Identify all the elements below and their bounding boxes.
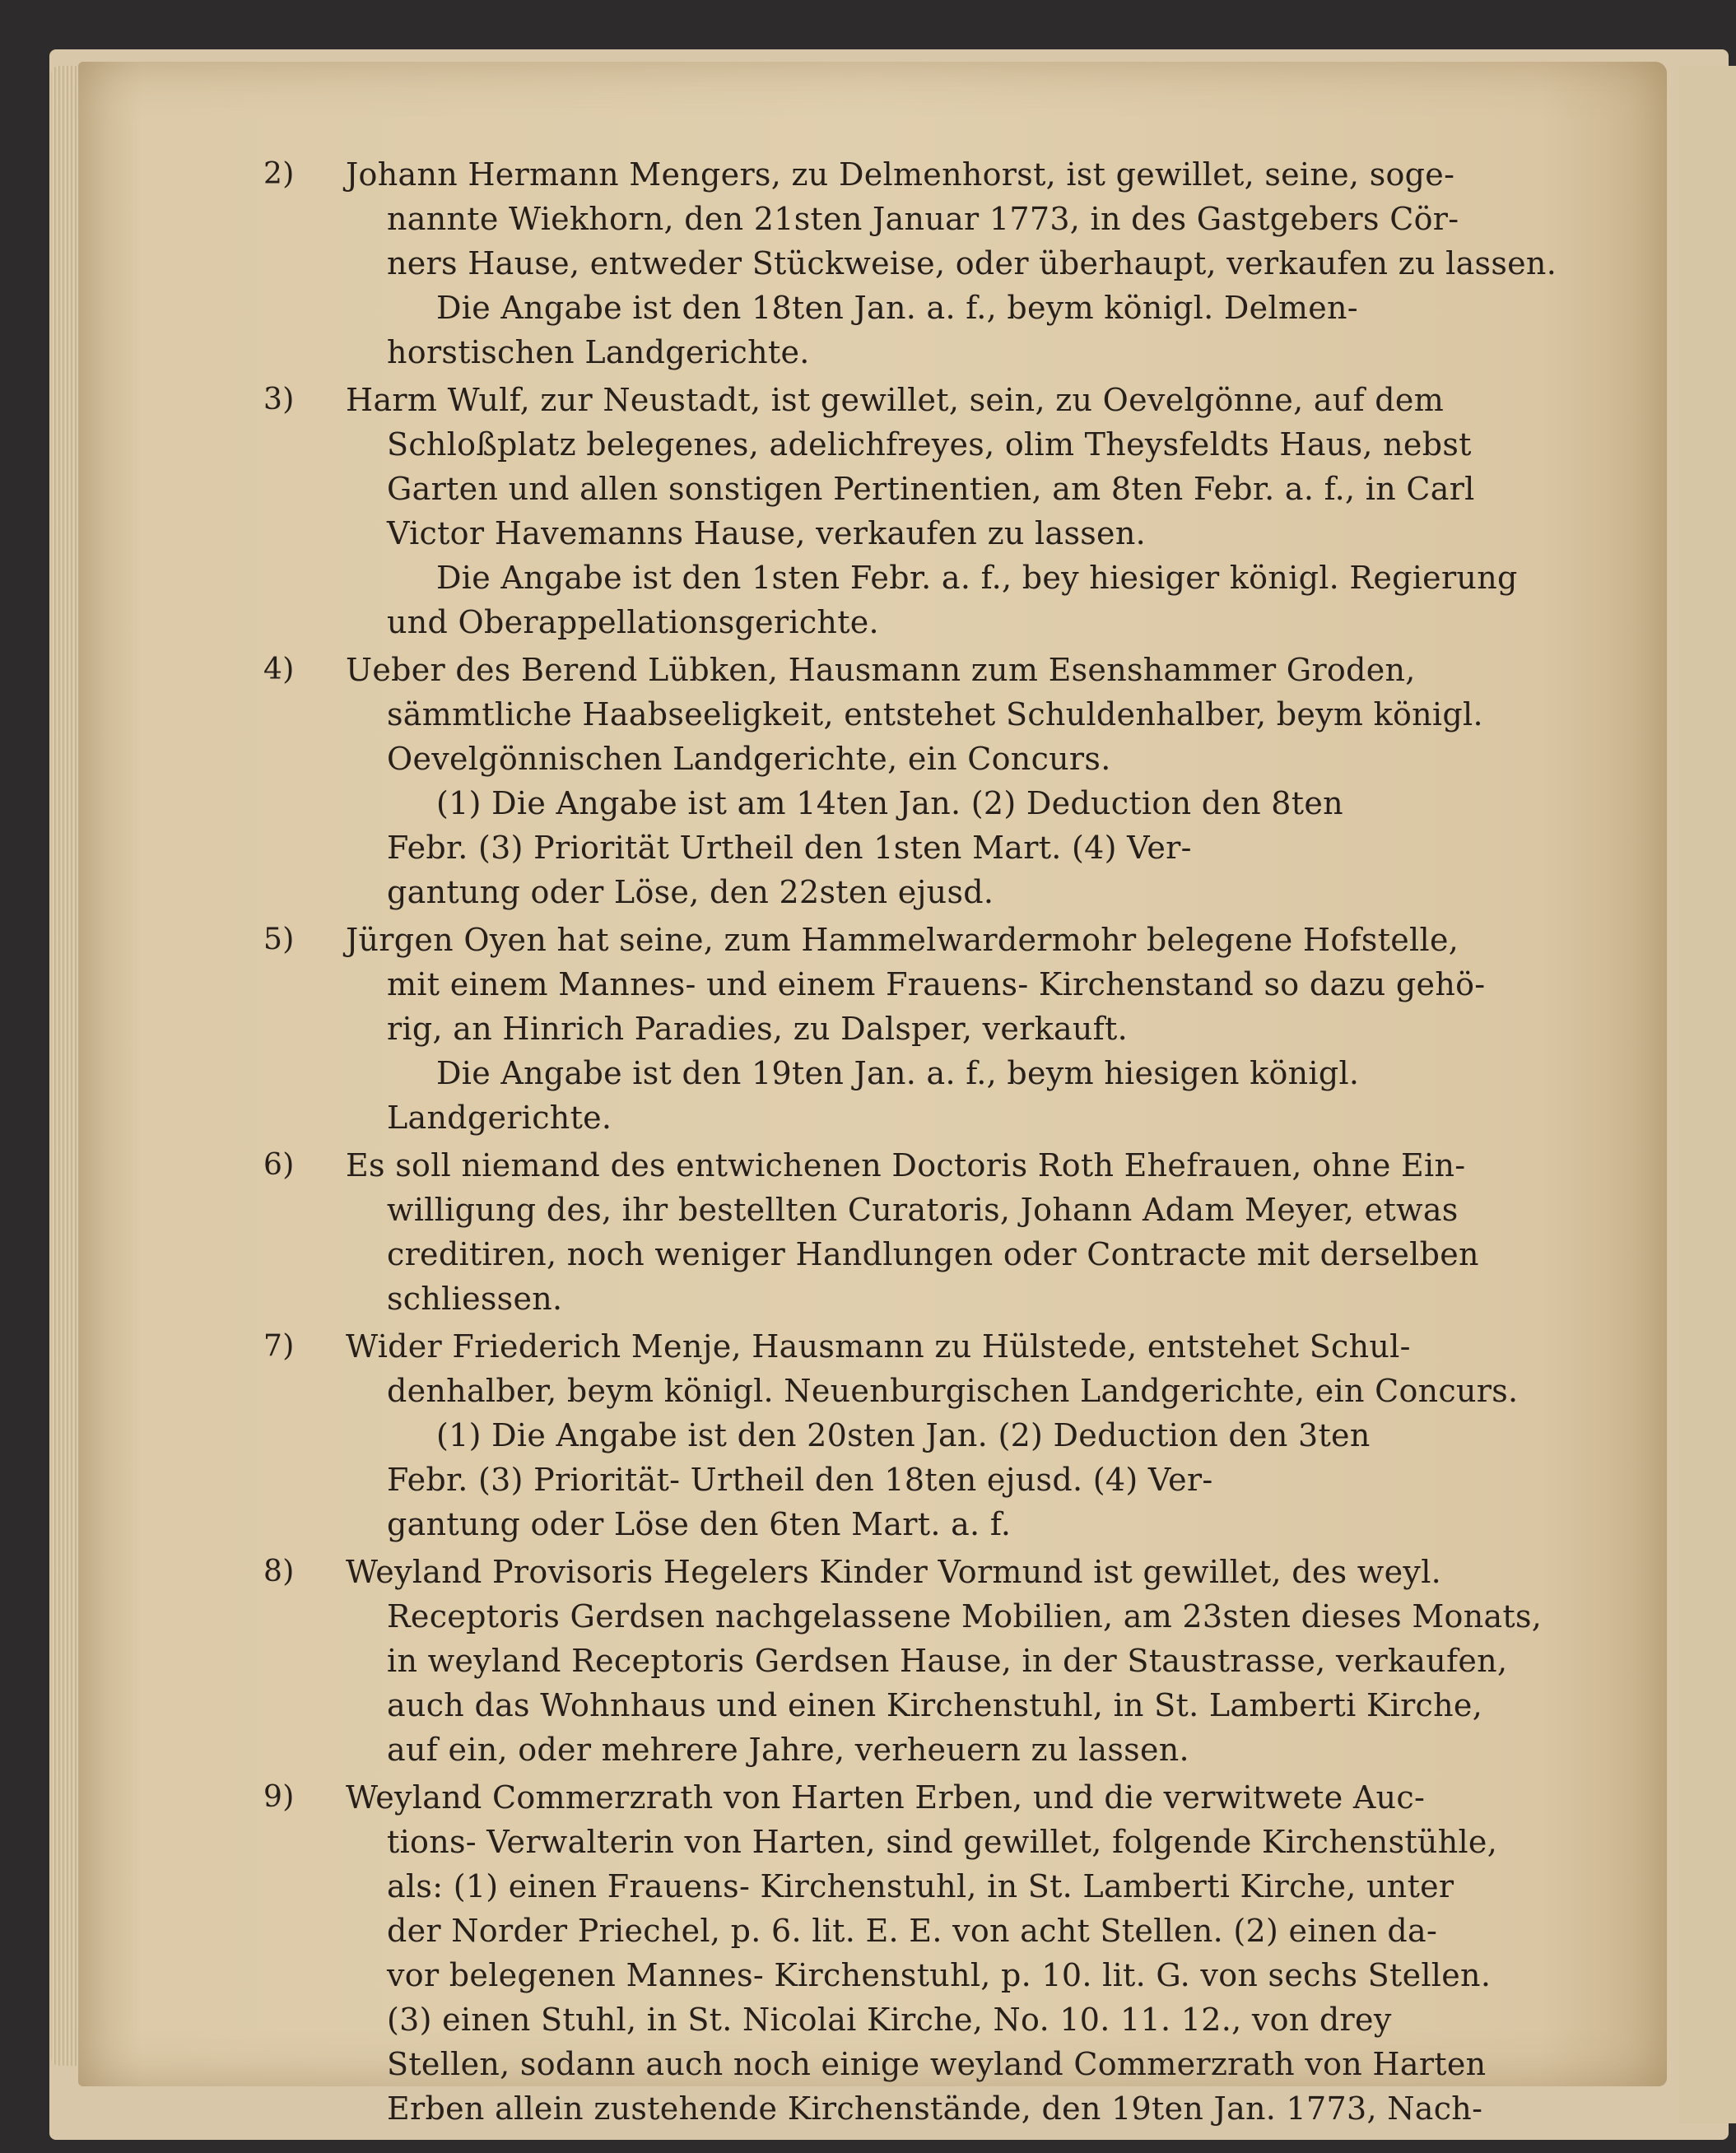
entry-note-line: und Oberappellationsgerichte. — [387, 604, 879, 640]
notice-entry — [263, 1324, 1548, 1546]
entry-number: 9) — [263, 1780, 295, 1814]
entry-note-line: (1) Die Angabe ist den 20sten Jan. (2) Deduction den 3ten — [436, 1417, 1371, 1453]
notice-entry — [263, 1775, 1548, 2131]
entry-note-line: Febr. (3) Priorität- Urtheil den 18ten ejusd. (4) Ver- — [387, 1462, 1213, 1498]
entry-line: der Norder Priechel, p. 6. lit. E. E. von acht Stellen. (2) einen da- — [387, 1913, 1438, 1949]
entry-line: Garten und allen sonstigen Pertinentien, am 8ten Febr. a. f., in Carl — [387, 471, 1475, 507]
entry-line: Stellen, sodann auch noch einige weyland Commerzrath von Harten — [387, 2046, 1487, 2082]
entry-line: Erben allein zustehende Kirchenstände, den 19ten Jan. 1773, Nach- — [387, 2090, 1483, 2127]
entry-line: Es soll niemand des entwichenen Doctoris Roth Ehefrauen, ohne Ein- — [346, 1147, 1466, 1183]
entry-line: Harm Wulf, zur Neustadt, ist gewillet, sein, zu Oevelgönne, auf dem — [346, 382, 1445, 418]
entry-line: Oevelgönnischen Landgerichte, ein Concurs. — [387, 741, 1111, 777]
entry-note-line: horstischen Landgerichte. — [387, 334, 810, 370]
entry-line: vor belegenen Mannes- Kirchenstuhl, p. 10. lit. G. von sechs Stellen. — [387, 1957, 1492, 1993]
entry-line: ners Hause, entweder Stückweise, oder überhaupt, verkaufen zu lassen. — [387, 245, 1557, 281]
notice-entry — [263, 648, 1548, 914]
entry-line: als: (1) einen Frauens- Kirchenstuhl, in St. Lamberti Kirche, unter — [387, 1868, 1454, 1904]
entry-note-line: Landgerichte. — [387, 1100, 612, 1136]
right-page-edge — [1679, 66, 1736, 2123]
entry-line: Wider Friederich Menje, Hausmann zu Hülstede, entstehet Schul- — [346, 1328, 1411, 1365]
entry-note-line: Die Angabe ist den 19ten Jan. a. f., beym hiesigen königl. — [436, 1055, 1360, 1091]
entry-line: Receptoris Gerdsen nachgelassene Mobilien, am 23sten dieses Monats, — [387, 1598, 1543, 1635]
entry-line: Johann Hermann Mengers, zu Delmenhorst, ist gewillet, seine, soge- — [346, 156, 1455, 193]
entry-line: auf ein, oder mehrere Jahre, verheuern zu lassen. — [387, 1732, 1189, 1768]
notice-entry — [263, 1550, 1548, 1772]
notice-entry — [263, 1143, 1548, 1321]
entry-note-line: Febr. (3) Priorität Urtheil den 1sten Mart. (4) Ver- — [387, 830, 1192, 866]
entry-line: denhalber, beym königl. Neuenburgischen Landgerichte, ein Concurs. — [387, 1373, 1519, 1409]
notice-entry — [263, 378, 1548, 644]
entry-line: sämmtliche Haabseeligkeit, entstehet Schuldenhalber, beym königl. — [387, 696, 1483, 732]
entry-line: willigung des, ihr bestellten Curatoris, Johann Adam Meyer, etwas — [387, 1192, 1459, 1228]
entry-line: Weyland Commerzrath von Harten Erben, und die verwitwete Auc- — [346, 1779, 1426, 1816]
entry-line: tions- Verwalterin von Harten, sind gewillet, folgende Kirchenstühle, — [387, 1824, 1498, 1860]
entry-number: 2) — [263, 157, 295, 191]
entry-line: in weyland Receptoris Gerdsen Hause, in der Staustrasse, verkaufen, — [387, 1643, 1508, 1679]
entry-line: creditiren, noch weniger Handlungen oder Contracte mit derselben — [387, 1236, 1479, 1272]
entry-note-line: (1) Die Angabe ist am 14ten Jan. (2) Deduction den 8ten — [436, 785, 1343, 821]
entry-note-line: gantung oder Löse den 6ten Mart. a. f. — [387, 1506, 1012, 1542]
entry-number: 5) — [263, 923, 295, 956]
entry-line: Ueber des Berend Lübken, Hausmann zum Esenshammer Groden, — [346, 652, 1416, 688]
entry-number: 4) — [263, 653, 295, 686]
entry-line: rig, an Hinrich Paradies, zu Dalsper, verkauft. — [387, 1011, 1128, 1047]
entry-number: 3) — [263, 383, 295, 416]
entry-line: Weyland Provisoris Hegelers Kinder Vormund ist gewillet, des weyl. — [346, 1554, 1442, 1590]
entry-note-line: gantung oder Löse, den 22sten ejusd. — [387, 874, 994, 910]
entry-line: Schloßplatz belegenes, adelichfreyes, olim Theysfeldts Haus, nebst — [387, 426, 1472, 463]
entry-note-line: Die Angabe ist den 1sten Febr. a. f., bey hiesiger königl. Regierung — [436, 560, 1518, 596]
entry-number: 8) — [263, 1555, 295, 1588]
entry-line: Victor Havemanns Hause, verkaufen zu lassen. — [387, 515, 1146, 551]
entry-note-line: Die Angabe ist den 18ten Jan. a. f., beym königl. Delmen- — [436, 290, 1358, 326]
entry-line: mit einem Mannes- und einem Frauens- Kirchenstand so dazu gehö- — [387, 966, 1486, 1002]
entry-number: 7) — [263, 1329, 295, 1363]
entry-line: (3) einen Stuhl, in St. Nicolai Kirche, No. 10. 11. 12., von drey — [387, 2002, 1392, 2038]
entry-line: nannte Wiekhorn, den 21sten Januar 1773, in des Gastgebers Cör- — [387, 201, 1459, 237]
notice-entry — [263, 152, 1557, 374]
entry-line: auch das Wohnhaus und einen Kirchenstuhl, in St. Lamberti Kirche, — [387, 1687, 1483, 1723]
page-text — [263, 152, 1557, 2134]
entry-line: schliessen. — [387, 1281, 563, 1317]
entry-number: 6) — [263, 1148, 295, 1182]
notice-entry — [263, 918, 1548, 1140]
entry-line: Jürgen Oyen hat seine, zum Hammelwardermohr belegene Hofstelle, — [346, 922, 1459, 958]
